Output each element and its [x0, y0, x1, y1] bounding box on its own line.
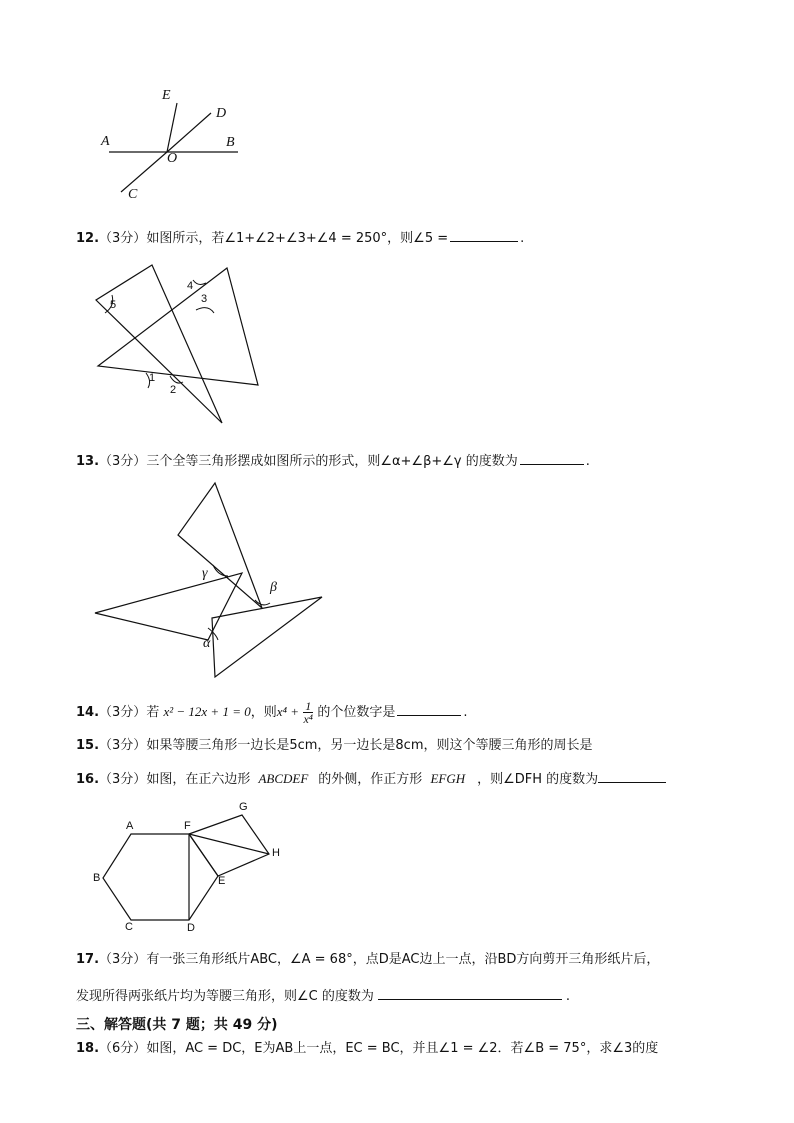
angle-label-5: 5	[110, 299, 117, 311]
question-16	[76, 769, 666, 789]
figure-three-triangles	[90, 480, 330, 680]
angle-label-beta: β	[270, 580, 277, 595]
label-B: B	[226, 135, 235, 150]
answer-blank[interactable]	[378, 986, 562, 1000]
question-end: .	[520, 231, 525, 246]
question-number: 13.	[76, 454, 100, 469]
angle-label-alpha: α	[203, 636, 211, 651]
question-number: 18.	[76, 1041, 100, 1056]
vertex-label-B: B	[93, 872, 101, 884]
question-score: （3分）	[99, 231, 147, 246]
question-pre: 若	[146, 705, 160, 720]
question-text: 如图，AC = DC，E为AB上一点，EC = BC，并且∠1 = ∠2．若∠B = 75°，求∠3的度	[146, 1041, 659, 1056]
question-mid: 的外侧，作正方形	[318, 772, 423, 787]
equation: x² − 12x + 1 = 0	[163, 704, 251, 719]
vertex-label-C: C	[125, 921, 133, 933]
vertex-label-G: G	[239, 801, 248, 813]
figure-angle-lines-svg	[90, 85, 270, 210]
vertex-label-E: E	[218, 875, 226, 887]
angle-label-2: 2	[170, 384, 177, 396]
hexagon-name: ABCDEF	[258, 771, 309, 786]
question-number: 15.	[76, 738, 100, 753]
label-D: D	[216, 106, 227, 121]
question-number: 12.	[76, 231, 100, 246]
fraction-numerator: 1	[305, 699, 312, 713]
answer-blank[interactable]	[520, 451, 584, 465]
question-end: .	[565, 989, 571, 1004]
question-number: 14.	[76, 705, 100, 720]
question-14	[76, 700, 468, 725]
label-A: A	[101, 134, 110, 149]
angle-label-1: 1	[149, 372, 156, 384]
question-score: （3分）	[99, 738, 147, 753]
angle-label-gamma: γ	[202, 566, 208, 581]
vertex-label-D: D	[187, 922, 195, 934]
question-score: （3分）	[99, 772, 147, 787]
question-pre: 如图，在正六边形	[146, 772, 251, 787]
question-13	[76, 451, 590, 471]
label-E: E	[162, 88, 171, 103]
angle-label-3: 3	[201, 293, 208, 305]
figure-two-triangles-svg	[90, 260, 270, 430]
question-number: 16.	[76, 772, 100, 787]
angle-label-4: 4	[187, 280, 194, 292]
question-score: （3分）	[99, 454, 147, 469]
question-text-line-1: 有一张三角形纸片ABC，∠A = 68°，点D是AC边上一点，沿BD方向剪开三角形纸片后，	[146, 952, 660, 967]
label-O: O	[167, 151, 178, 166]
answer-blank[interactable]	[450, 228, 518, 242]
fraction	[303, 700, 313, 725]
figure-hexagon-square-svg	[90, 800, 300, 940]
question-score: （3分）	[99, 705, 147, 720]
vertex-label-F: F	[184, 820, 191, 832]
question-12	[76, 228, 524, 248]
label-C: C	[128, 187, 138, 202]
question-end: .	[585, 454, 590, 469]
question-number: 17.	[76, 952, 100, 967]
square-name: EFGH	[430, 771, 466, 786]
question-17-line-2	[76, 986, 570, 1006]
question-15	[76, 737, 592, 755]
vertex-label-H: H	[272, 847, 280, 859]
question-18	[76, 1040, 658, 1058]
question-end: .	[463, 705, 468, 720]
question-text: 如图所示，若∠1+∠2+∠3+∠4 = 250°，则∠5 =	[146, 231, 449, 246]
question-text: 如果等腰三角形一边长是5cm，另一边长是8cm，则这个等腰三角形的周长是	[146, 738, 593, 753]
question-text: 三个全等三角形摆成如图所示的形式，则∠α+∠β+∠γ 的度数为	[146, 454, 518, 469]
expression-x4: x⁴ +	[276, 704, 300, 719]
section-title: 三、解答题(共 7 题；共 49 分)	[76, 1017, 278, 1033]
answer-blank[interactable]	[397, 702, 461, 716]
answer-blank[interactable]	[598, 769, 666, 783]
figure-angle-lines	[90, 85, 270, 210]
figure-two-triangles	[90, 260, 270, 430]
question-mid: ，则	[250, 705, 277, 720]
question-post: 的个位数字是	[317, 705, 396, 720]
fraction-denominator: x⁴	[303, 712, 313, 726]
question-post: ，则∠DFH 的度数为	[477, 772, 599, 787]
question-text-line-2: 发现所得两张纸片均为等腰三角形，则∠C 的度数为	[76, 989, 374, 1004]
vertex-label-A: A	[126, 820, 134, 832]
question-score: （3分）	[99, 952, 147, 967]
question-score: （6分）	[99, 1041, 147, 1056]
question-17-line-1	[76, 951, 659, 969]
figure-hexagon-square	[90, 800, 300, 940]
